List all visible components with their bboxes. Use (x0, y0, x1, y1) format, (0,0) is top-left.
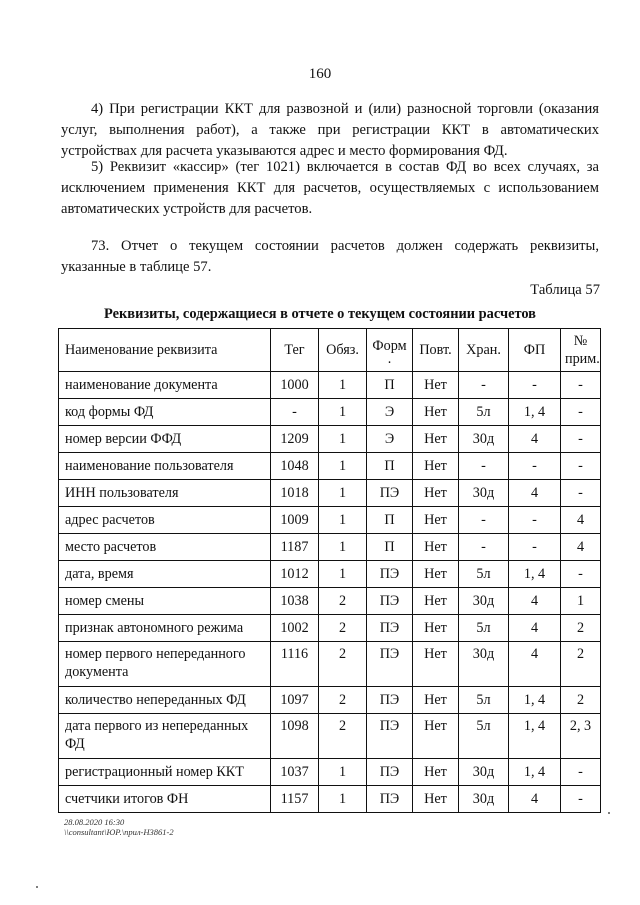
cell-tag: 1209 (271, 426, 319, 453)
header-form-top: Форм (372, 338, 407, 354)
cell-fp: - (509, 453, 561, 480)
cell-tag: 1048 (271, 453, 319, 480)
cell-fp: 4 (509, 588, 561, 615)
footer-timestamp: 28.08.2020 16:30 (64, 817, 125, 827)
table-row (59, 759, 601, 786)
header-note-top: № (573, 333, 588, 349)
cell-tag: 1002 (271, 615, 319, 642)
cell-fp: 4 (509, 786, 561, 813)
cell-obligatory: 1 (319, 399, 367, 426)
table-number: Таблица 57 (530, 282, 600, 298)
cell-storage: - (459, 453, 509, 480)
cell-repeat: Нет (413, 615, 459, 642)
cell-name: номер версии ФФД (59, 426, 271, 453)
cell-repeat: Нет (413, 480, 459, 507)
cell-tag: - (271, 399, 319, 426)
cell-form: П (367, 372, 413, 399)
cell-tag: 1038 (271, 588, 319, 615)
cell-storage: 5л (459, 714, 509, 759)
header-note-bottom: прим. (565, 351, 600, 367)
cell-repeat: Нет (413, 759, 459, 786)
cell-form: П (367, 534, 413, 561)
cell-storage: 30д (459, 759, 509, 786)
cell-name: количество непереданных ФД (59, 687, 271, 714)
cell-storage: 30д (459, 786, 509, 813)
table-row (59, 399, 601, 426)
cell-form: ПЭ (367, 786, 413, 813)
cell-form: ПЭ (367, 615, 413, 642)
page-number: 160 (308, 66, 332, 82)
cell-storage: 30д (459, 426, 509, 453)
cell-fp: - (509, 507, 561, 534)
paragraph-clause-73: 73. Отчет о текущем состоянии расчетов должен содержать реквизиты, указанные в таблице 57. (61, 238, 599, 275)
cell-form: Э (367, 426, 413, 453)
cell-storage: 30д (459, 588, 509, 615)
cell-name: счетчики итогов ФН (59, 786, 271, 813)
cell-fp: 1, 4 (509, 687, 561, 714)
cell-storage: 30д (459, 480, 509, 507)
cell-form: П (367, 453, 413, 480)
table-row (59, 687, 601, 714)
cell-note: 2 (561, 687, 601, 714)
cell-storage: 30д (459, 642, 509, 687)
cell-name: адрес расчетов (59, 507, 271, 534)
table-row (59, 480, 601, 507)
cell-storage: - (459, 507, 509, 534)
cell-obligatory: 1 (319, 426, 367, 453)
cell-name: место расчетов (59, 534, 271, 561)
cell-note: 4 (561, 507, 601, 534)
table-row (59, 534, 601, 561)
header-form-bottom: . (387, 351, 392, 367)
cell-name: признак автономного режима (59, 615, 271, 642)
cell-repeat: Нет (413, 561, 459, 588)
cell-tag: 1098 (271, 714, 319, 759)
cell-name: наименование пользователя (59, 453, 271, 480)
cell-obligatory: 2 (319, 714, 367, 759)
cell-repeat: Нет (413, 786, 459, 813)
cell-repeat: Нет (413, 714, 459, 759)
cell-tag: 1116 (271, 642, 319, 687)
paragraph-note-5: 5) Реквизит «кассир» (тег 1021) включается в состав ФД во всех случаях, за исключением применения ККТ для расчетов, осуществляемых с использованием автоматических устройств для расчетов. (61, 159, 599, 217)
cell-note: 4 (561, 534, 601, 561)
cell-storage: 5л (459, 615, 509, 642)
table-row (59, 786, 601, 813)
paragraph-note-4: 4) При регистрации ККТ для развозной и (или) разносной торговли (оказания услуг, выполнения работ), а также при регистрации ККТ в автоматических устройствах для расчета указываются адрес и место формирования ФД. (61, 101, 599, 159)
header-fp: ФП (509, 329, 561, 372)
cell-obligatory: 2 (319, 642, 367, 687)
cell-fp: 1, 4 (509, 714, 561, 759)
cell-tag: 1157 (271, 786, 319, 813)
header-form (367, 329, 413, 372)
cell-fp: 4 (509, 480, 561, 507)
cell-fp: 1, 4 (509, 759, 561, 786)
scan-speck (36, 886, 38, 888)
cell-repeat: Нет (413, 642, 459, 687)
cell-note: - (561, 759, 601, 786)
cell-fp: - (509, 534, 561, 561)
cell-name: регистрационный номер ККТ (59, 759, 271, 786)
cell-form: ПЭ (367, 642, 413, 687)
cell-fp: 1, 4 (509, 561, 561, 588)
cell-tag: 1018 (271, 480, 319, 507)
cell-repeat: Нет (413, 534, 459, 561)
cell-tag: 1009 (271, 507, 319, 534)
cell-note: - (561, 786, 601, 813)
cell-obligatory: 1 (319, 453, 367, 480)
cell-repeat: Нет (413, 507, 459, 534)
cell-repeat: Нет (413, 399, 459, 426)
cell-obligatory: 2 (319, 615, 367, 642)
cell-repeat: Нет (413, 453, 459, 480)
cell-repeat: Нет (413, 372, 459, 399)
cell-note: - (561, 480, 601, 507)
cell-name: наименование документа (59, 372, 271, 399)
cell-fp: - (509, 372, 561, 399)
cell-fp: 4 (509, 426, 561, 453)
cell-note: 2 (561, 642, 601, 687)
cell-obligatory: 1 (319, 759, 367, 786)
cell-repeat: Нет (413, 687, 459, 714)
cell-form: П (367, 507, 413, 534)
cell-repeat: Нет (413, 588, 459, 615)
document-footer (64, 817, 174, 837)
header-storage: Хран. (459, 329, 509, 372)
cell-obligatory: 1 (319, 786, 367, 813)
cell-note: - (561, 561, 601, 588)
table-row (59, 561, 601, 588)
cell-storage: - (459, 372, 509, 399)
cell-fp: 4 (509, 642, 561, 687)
cell-form: ПЭ (367, 561, 413, 588)
header-name: Наименование реквизита (59, 329, 271, 372)
header-repeat: Повт. (413, 329, 459, 372)
header-tag: Тег (271, 329, 319, 372)
cell-form: ПЭ (367, 687, 413, 714)
cell-form: ПЭ (367, 588, 413, 615)
cell-tag: 1012 (271, 561, 319, 588)
cell-note: - (561, 399, 601, 426)
table-row (59, 714, 601, 759)
cell-form: ПЭ (367, 759, 413, 786)
cell-tag: 1097 (271, 687, 319, 714)
cell-obligatory: 1 (319, 507, 367, 534)
scan-speck (608, 812, 610, 814)
header-note (561, 329, 601, 372)
table-row (59, 372, 601, 399)
cell-tag: 1037 (271, 759, 319, 786)
cell-form: Э (367, 399, 413, 426)
table-header-row (59, 329, 601, 372)
cell-storage: - (459, 534, 509, 561)
cell-tag: 1000 (271, 372, 319, 399)
cell-obligatory: 1 (319, 534, 367, 561)
cell-obligatory: 1 (319, 480, 367, 507)
cell-note: 1 (561, 588, 601, 615)
cell-name: код формы ФД (59, 399, 271, 426)
cell-obligatory: 1 (319, 372, 367, 399)
cell-fp: 4 (509, 615, 561, 642)
table-row (59, 615, 601, 642)
header-obligatory: Обяз. (319, 329, 367, 372)
cell-note: - (561, 372, 601, 399)
cell-obligatory: 2 (319, 588, 367, 615)
cell-note: 2 (561, 615, 601, 642)
table-row (59, 507, 601, 534)
cell-note: - (561, 426, 601, 453)
cell-name: номер первого непереданного документа (59, 642, 271, 687)
cell-name: дата, время (59, 561, 271, 588)
table-row (59, 642, 601, 687)
table-row (59, 588, 601, 615)
cell-form: ПЭ (367, 480, 413, 507)
table-row (59, 453, 601, 480)
table-title: Реквизиты, содержащиеся в отчете о текущем состоянии расчетов (104, 306, 536, 322)
cell-note: 2, 3 (561, 714, 601, 759)
cell-name: ИНН пользователя (59, 480, 271, 507)
cell-repeat: Нет (413, 426, 459, 453)
footer-file-path: \\consultant\ЮР.\прил-Н3861-2 (64, 827, 174, 837)
cell-storage: 5л (459, 561, 509, 588)
cell-note: - (561, 453, 601, 480)
cell-form: ПЭ (367, 714, 413, 759)
cell-obligatory: 2 (319, 687, 367, 714)
cell-storage: 5л (459, 687, 509, 714)
cell-name: номер смены (59, 588, 271, 615)
cell-obligatory: 1 (319, 561, 367, 588)
requisites-table (58, 328, 601, 813)
cell-storage: 5л (459, 399, 509, 426)
cell-tag: 1187 (271, 534, 319, 561)
table-row (59, 426, 601, 453)
cell-name: дата первого из непереданных ФД (59, 714, 271, 759)
cell-fp: 1, 4 (509, 399, 561, 426)
